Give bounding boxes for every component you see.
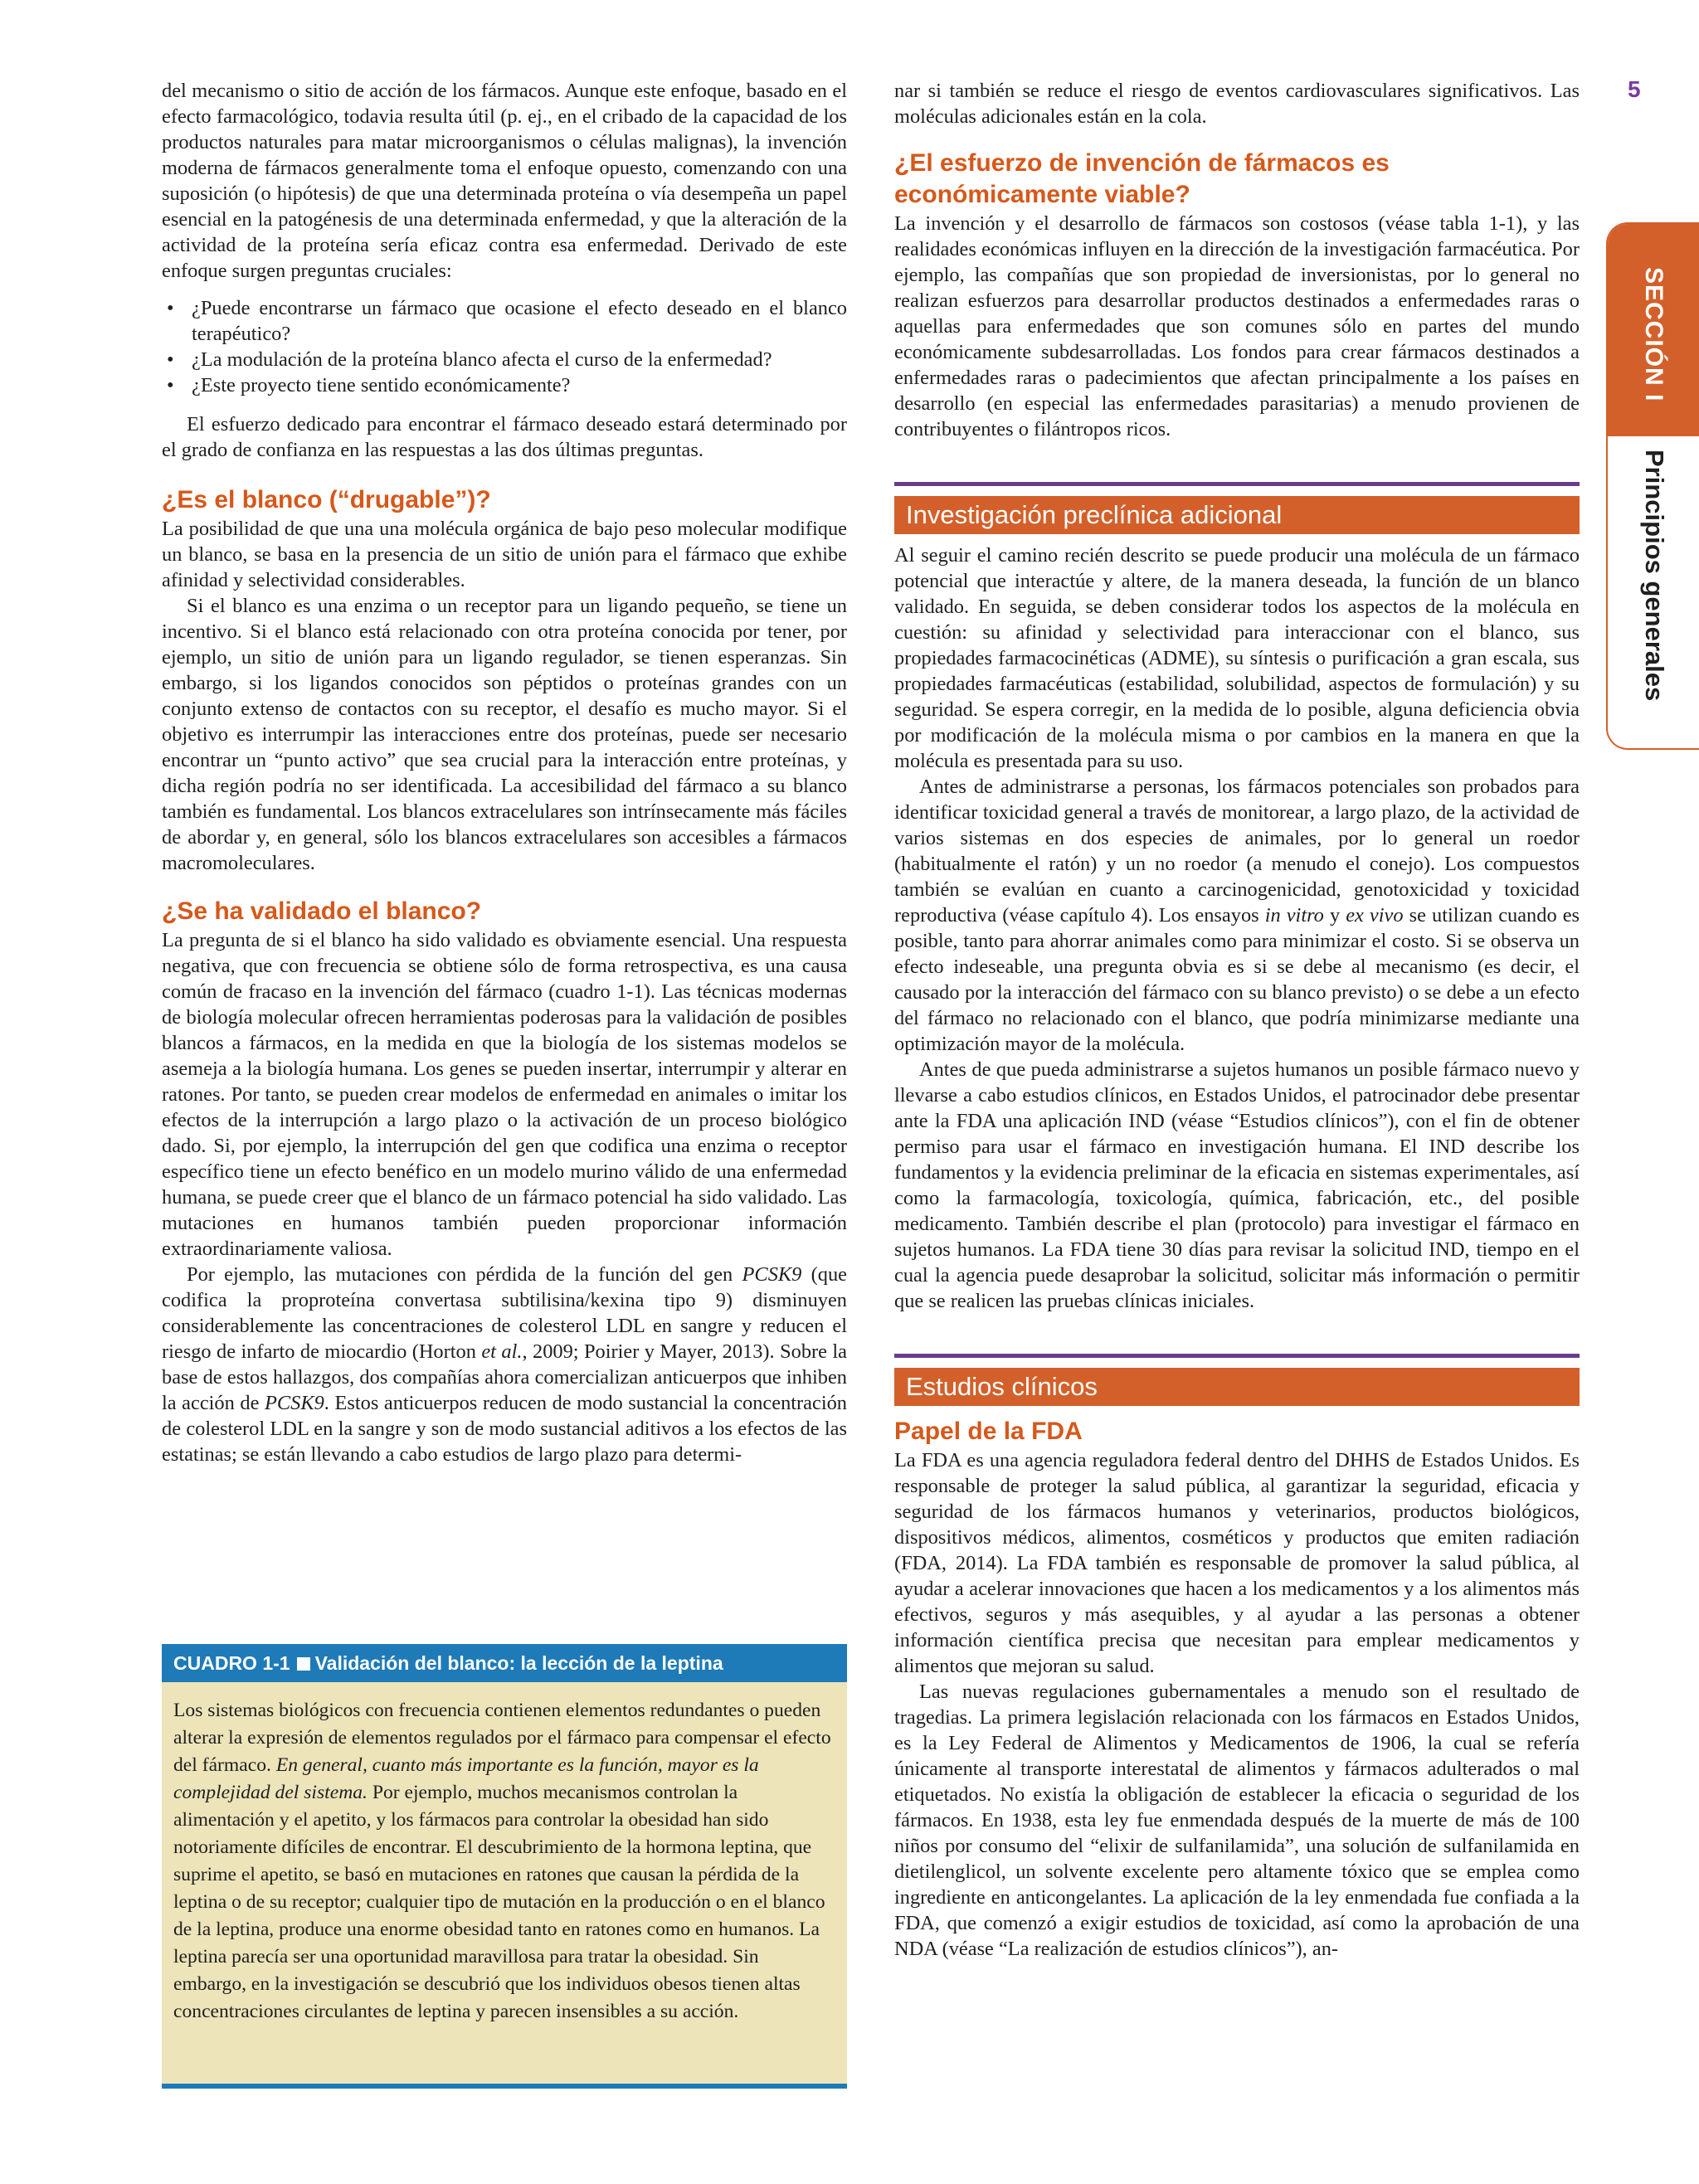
list-item: • ¿La modulación de la proteína blanco afecta el curso de la enfermedad?: [162, 347, 847, 372]
paragraph: [894, 774, 1580, 1057]
paragraph: La FDA es una agencia reguladora federal dentro del DHHS de Estados Unidos. Es responsable de proteger la salud pública, al garantizar la seguridad, eficacia y seguridad de los fármacos humanos y veterinarios, productos biológicos, dispositivos médicos, alimentos, cosméticos y productos que emiten radiación (FDA, 2014). La FDA también es responsable de promover la salud pública, al ayudar a acelerar innovaciones que hacen a los medicamentos y a los alimentos más efectivos, seguros y más asequibles, y al ayudar a las personas a obtener información científica precisa que necesitan para emplear medicamentos y alimentos que mejoran su salud.: [894, 1449, 1580, 1677]
text-run: , 2009; Poirier y Mayer, 2013). Sobre la base de estos hallazgos, dos compañías ahora comercializan anticuerpos que inhiben la acción de: [162, 1340, 847, 1414]
section-side-tab: [1606, 222, 1699, 750]
text-run: Por ejemplo, las mutaciones con pérdida de la función del gen: [187, 1263, 742, 1286]
list-item: • ¿Este proyecto tiene sentido económicamente?: [162, 372, 847, 398]
section-band-clinicos: [894, 1354, 1580, 1406]
paragraph: El esfuerzo dedicado para encontrar el fármaco deseado estará determinado por el grado de confianza en las respuestas a las dos últimas preguntas.: [162, 413, 847, 461]
page-number: 5: [1628, 76, 1641, 102]
box-cuadro-1-1: [162, 1644, 847, 2089]
paragraph: del mecanismo o sitio de acción de los fármacos. Aunque este enfoque, basado en el efecto farmacológico, todavia resulta útil (p. ej., en el cribado de la capacidad de los productos naturales para matar microorganismos o células malignas), la invención moderna de fármacos generalmente toma el enfoque opuesto, comenzando con una suposición (o hipótesis) de que una determinada proteína o vía desempeña un papel esencial en la patogénesis de una determinada enfermedad, y que la alteración de la actividad de la proteína sería eficaz contra esa enfermedad. Derivado de este enfoque surgen preguntas cruciales:: [162, 80, 847, 282]
text-run: Por ejemplo, muchos mecanismos controlan la alimentación y el apetito, y los fármacos para controlar la obesidad han sido notoriamente difíciles de encontrar. El descubrimiento de la hormona leptina, que suprime el apetito, se basó en mutaciones en ratones que causan la pérdida de la leptina o de su receptor; cualquier tipo de mutación en la producción o en el blanco de la leptina, produce una enorme obesidad tanto en ratones como en humanos. La leptina parecía ser una oportunidad maravillosa para tratar la obesidad. Sin embargo, en la investigación se descubrió que los individuos obesos tienen altas concentraciones circulantes de leptina y parecen insensibles a su acción.: [173, 1782, 825, 2022]
paragraph: La pregunta de si el blanco ha sido validado es obviamente esencial. Una respuesta negativa, que con frecuencia se obtiene sólo de forma retrospectiva, es una causa común de fracaso en la invención del fármaco (cuadro 1-1). Las técnicas modernas de biología molecular ofrecen herramientas poderosas para la validación de posibles blancos a fármacos, en la medida en que la biología de los sistemas modelos se asemeja a la biología humana. Los genes se pueden insertar, interrumpir y alterar en ratones. Por tanto, se pueden crear modelos de enfermedad en animales o imitar los efectos de la interrupción a largo plazo o la activación de un proceso biológico dado. Si, por ejemplo, la interrupción del gen que codifica una enzima o receptor específico tiene un efecto benéfico en un modelo murino válido de una enfermedad humana, se puede creer que el blanco de un fármaco potencial ha sido validado. Las mutaciones en humanos también pueden proporcionar información extraordinariamente valiosa.: [162, 929, 847, 1260]
section-heading-drugable: ¿Es el blanco (“drugable”)?: [162, 486, 491, 513]
text-run: Antes de administrarse a personas, los fármacos potenciales son probados para identificar toxicidad general a través de monitorear, a largo plazo, de la actividad de varios sistemas en dos especies de animales, por lo general un roedor (habitualmente el ratón) y un no roedor (a menudo el conejo). Los compuestos también se evalúan en cuanto a carcinogenicidad, genotoxicidad y toxicidad reproductiva (véase capítulo 4). Los ensayos: [894, 776, 1580, 927]
box-header: [162, 1644, 847, 1682]
right-column: [894, 78, 1580, 1962]
paragraph: [162, 1262, 847, 1467]
paragraph: Al seguir el camino recién descrito se puede producir una molécula de un fármaco potencial que interactúe y altere, de la manera deseada, la función de un blanco validado. En seguida, se deben considerar todos los aspectos de la molécula en cuestión: su afinidad y selectividad para interaccionar con el blanco, sus propiedades farmacocinéticas (ADME), su síntesis o purificación a gran escala, sus propiedades farmacéuticas (estabilidad, solubilidad, aspectos de formulación) y su seguridad. Se espera corregir, en la medida de lo posible, alguna deficiencia obvia por modificación de la molécula misma o por cambios en la manera en que la molécula es presentada para su uso.: [894, 544, 1580, 772]
paragraph: La posibilidad de que una una molécula orgánica de bajo peso molecular modifique un blanco, se basa en la presencia de un sitio de unión para el fármaco que exhibe afinidad y selectividad considerables.: [162, 518, 847, 591]
box-title: Validación del blanco: la lección de la leptina: [314, 1652, 723, 1674]
text-run: (que codifica la proproteína convertasa subtilisina/kexina tipo 9) disminuyen considerablemente las concentraciones de colesterol LDL en sangre y reducen el riesgo de infarto de miocardio (Horton: [162, 1263, 847, 1363]
paragraph: Si el blanco es una enzima o un receptor para un ligando pequeño, se tiene un incentivo. Si el blanco está relacionado con otra proteína conocida por tener, por ejemplo, un sitio de unión para un ligando regulador, se tienen esperanzas. Sin embargo, si los ligandos conocidos son péptidos o proteínas grandes con un conjunto extenso de contactos con su receptor, el desafío es mucho mayor. Si el objetivo es interrumpir las interacciones entre dos proteínas, puede ser necesario encontrar un “punto activo” que sea crucial para la interacción entre proteínas, y dicha región podría no ser identificada. La accesibilidad del fármaco a su blanco también es fundamental. Los blancos extracelulares son intrínsecamente más fáciles de abordar y, en general, sólo los blancos extracelulares son accesibles a fármacos macromoleculares.: [162, 595, 847, 874]
text-run: Los sistemas biológicos con frecuencia contienen elementos redundantes o pueden alterar la expresión de elementos regulados por el fármaco para compensar el efecto del fármaco.: [173, 1700, 831, 1776]
square-icon: [297, 1657, 310, 1671]
box-body: [162, 1682, 847, 2026]
text-run: . Estos anticuerpos reducen de modo sustancial la concentración de colesterol LDL en la sangre y son de modo sustancial aditivos a los efectos de las estatinas; se están llevando a cabo estudios de largo plazo para determi-: [162, 1392, 847, 1466]
text-run: se utilizan cuando es posible, tanto para ahorrar animales como para minimizar el costo. Si se observa un efecto indeseable, una pregunta obvia es si se debe al mecanismo (es decir, el causado por la interacción del fármaco con su blanco previsto) o se debe a un efecto del fármaco no relacionado con el blanco, que podría minimizarse mediante una optimización mayor de la molécula.: [894, 904, 1580, 1055]
question-list: [162, 295, 847, 398]
section-heading-fda: Papel de la FDA: [894, 1418, 1083, 1445]
term-ex-vivo: ex vivo: [1346, 904, 1404, 927]
band-title: Estudios clínicos: [894, 1368, 1580, 1406]
band-title: Investigación preclínica adicional: [894, 496, 1580, 534]
section-band-preclinica: [894, 482, 1580, 534]
section-title: Principios generales: [1640, 450, 1669, 702]
section-heading-validado: ¿Se ha validado el blanco?: [162, 897, 482, 925]
left-column: [162, 78, 847, 1467]
list-item: • ¿Puede encontrarse un fármaco que ocasione el efecto deseado en el blanco terapéutico?: [162, 295, 847, 347]
text-run: y: [1323, 904, 1346, 927]
text-run-italic: En general, cuanto más importante es la función, mayor es la complejidad del sistema.: [173, 1754, 759, 1803]
paragraph: Las nuevas regulaciones gubernamentales a menudo son el resultado de tragedias. La primera legislación relacionada con los fármacos en Estados Unidos, es la Ley Federal de Alimentos y Medicamentos de 1906, la cual se refería únicamente al transporte interestatal de alimentos y fármacos adulterados o mal etiquetados. No existía la obligación de establecer la eficacia o seguridad de los fármacos. En 1938, esta ley fue enmendada después de la muerte de más de 100 niños por consumo del “elixir de sulfanilamida”, una solución de sulfanilamida en dietilenglicol, un solvente excelente pero altamente tóxico que se emplea como ingrediente en anticongelantes. La aplicación de la ley enmendada fue confiada a la FDA, que comenzó a exigir estudios de toxicidad, así como la aprobación de una NDA (véase “La realización de estudios clínicos”), an-: [894, 1681, 1580, 1960]
box-label: CUADRO 1-1: [173, 1652, 290, 1674]
paragraph: Antes de que pueda administrarse a sujetos humanos un posible fármaco nuevo y llevarse a cabo estudios clínicos, en Estados Unidos, el patrocinador debe presentar ante la FDA una aplicación IND (véase “Estudios clínicos”), con el fin de obtener permiso para usar el fármaco en investigación humana. El IND describe los fundamentos y la evidencia preliminar de la eficacia en sistemas experimentales, así como la farmacología, toxicología, química, fabricación, etc., del posible medicamento. También describe el plan (protocolo) para investigar el fármaco en sujetos humanos. La FDA tiene 30 días para revisar la solicitud IND, tiempo en el cual la agencia puede desaprobar la solicitud, solicitar más información o permitir que se realicen las pruebas clínicas iniciales.: [894, 1058, 1580, 1312]
citation-etal: et al.: [481, 1340, 523, 1363]
gene-name: PCSK9: [264, 1392, 324, 1414]
section-label: SECCIÓN I: [1640, 267, 1667, 402]
gene-name: PCSK9: [742, 1263, 802, 1286]
term-in-vitro: in vitro: [1264, 904, 1324, 927]
paragraph: nar si también se reduce el riesgo de eventos cardiovasculares significativos. Las moléculas adicionales están en la cola.: [894, 80, 1580, 128]
paragraph: La invención y el desarrollo de fármacos son costosos (véase tabla 1-1), y las realidades económicas influyen en la dirección de la investigación farmacéutica. Por ejemplo, las compañías que son propiedad de inversionistas, por lo general no realizan esfuerzos para desarrollar productos destinados a enfermedades raras o aquellas para enfermedades que son comunes sólo en partes del mundo económicamente subdesarrolladas. Los fondos para crear fármacos destinados a enfermedades raras o padecimientos que afectan principalmente a los países en desarrollo (en especial las enfermedades parasitarias) a menudo provienen de contribuyentes o filántropos ricos.: [894, 212, 1580, 440]
section-heading-viable: ¿El esfuerzo de invención de fármacos es económicamente viable?: [894, 149, 1390, 208]
